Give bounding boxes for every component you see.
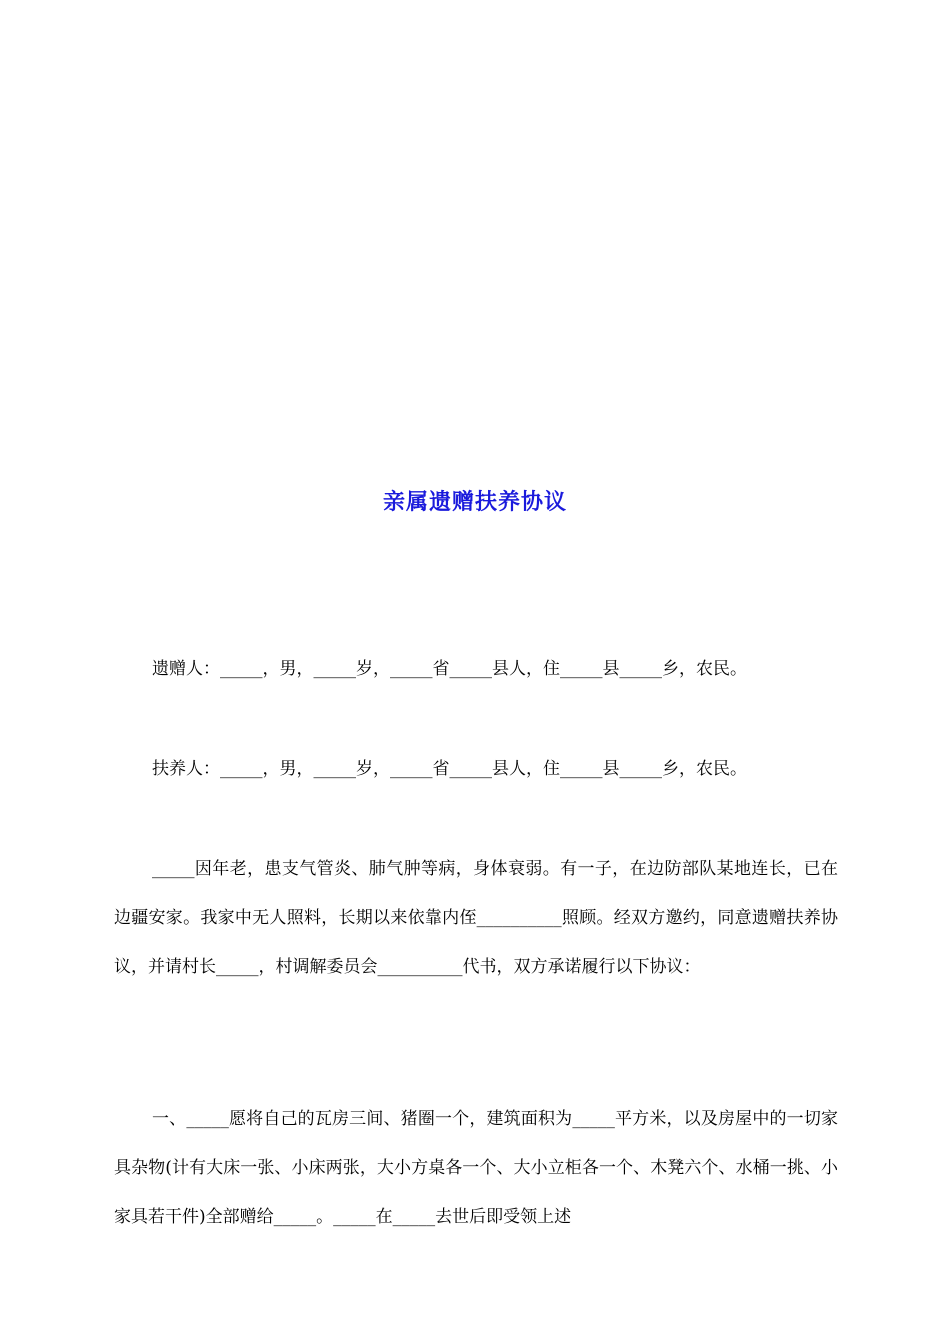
donor-info-paragraph: 遗赠人：_____，男，_____岁，_____省_____县人，住_____县_____乡，农民。 (152, 659, 747, 679)
document-title: 亲属遗赠扶养协议 (382, 489, 567, 515)
background-paragraph: _____因年老，患支气管炎、肺气肿等病，身体衰弱。有一子，在边防部队某地连长，已在边疆安家。我家中无人照料，长期以来依靠内侄__________照顾。经双方邀约，同意遗赠扶养协议，并请村长_____，村调解委员会__________代书，双方承诺履行以下协议： (114, 859, 838, 977)
supporter-info-paragraph: 扶养人：_____，男，_____岁，_____省_____县人，住_____县_____乡，农民。 (152, 759, 747, 779)
clause-1-paragraph: 一、_____愿将自己的瓦房三间、猪圈一个，建筑面积为_____平方米，以及房屋中的一切家具杂物(计有大床一张、小床两张，大小方桌各一个、大小立柜各一个、木凳六个、水桶一挑、小家具若干件)全部赠给_____。_____在_____去世后即受领上述 (114, 1109, 838, 1227)
